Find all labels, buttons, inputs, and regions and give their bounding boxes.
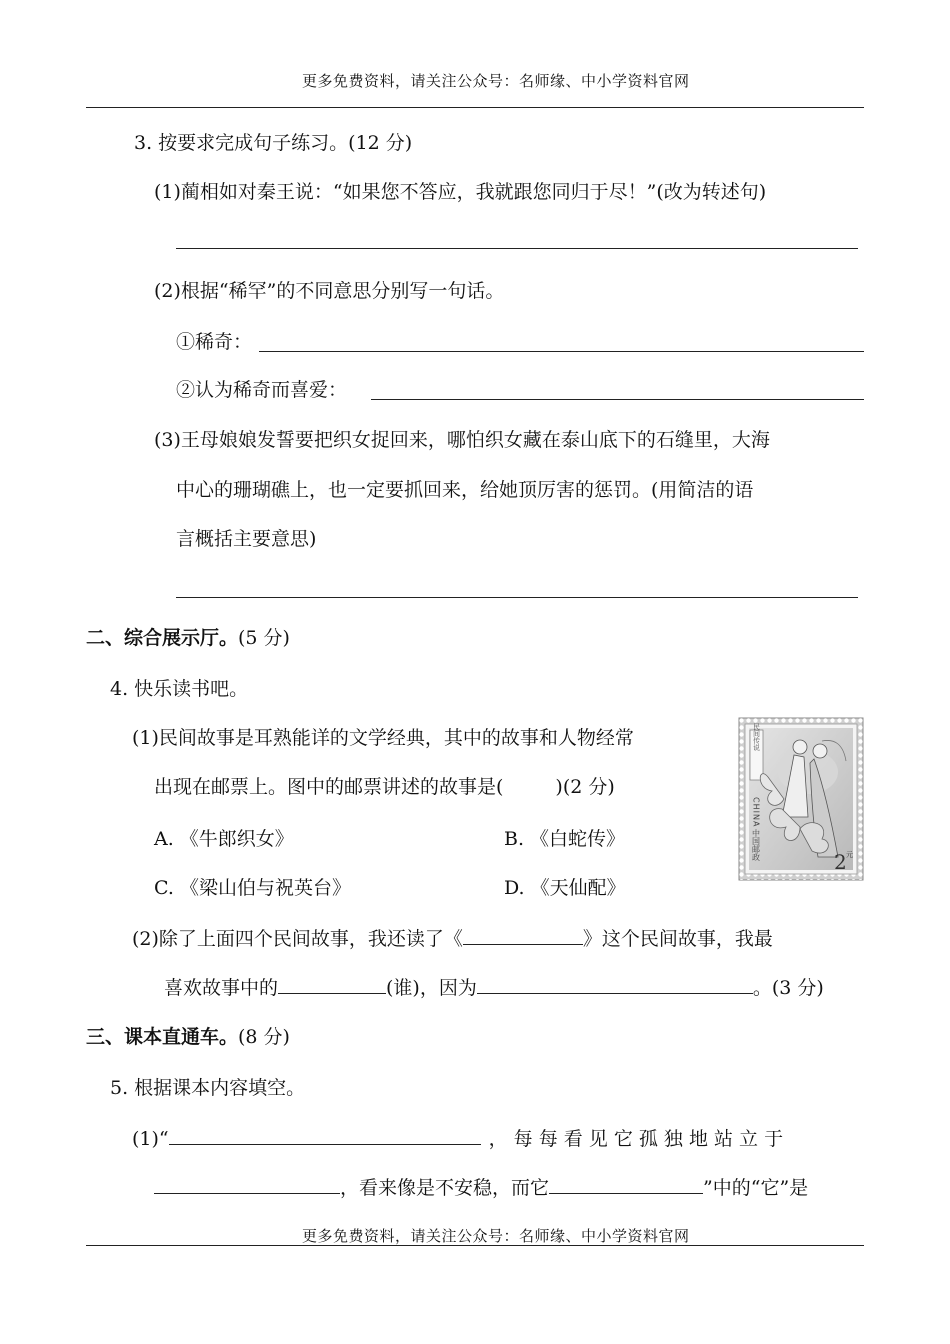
q4-part2-who-label: 喜欢故事中的 (164, 977, 279, 999)
stamp-value-text: 2 (834, 850, 847, 874)
section-2-title: 二、综合展示厅。 (86, 627, 239, 649)
q5-part1-line1 (132, 1126, 783, 1151)
stamp-country-text: CHINA (751, 797, 761, 828)
q4-option-d[interactable]: D. 《天仙配》 (504, 877, 626, 899)
stamp-post-text: 中国邮政 (751, 829, 761, 861)
q3-part2: (2)根据“稀罕”的不同意思分别写一句话。 (154, 280, 505, 302)
q5-title: 5. 根据课本内容填空。 (110, 1077, 306, 1099)
q4-part1-line1: (1)民间故事是耳熟能详的文学经典，其中的故事和人物经常 (132, 727, 634, 749)
q4-part2-line2 (164, 975, 824, 1000)
q3-part1: (1)蔺相如对秦王说：“如果您不答应，我就跟您同归于尽！”(改为转述句) (154, 181, 767, 203)
section-3-heading (86, 1025, 290, 1049)
q3-part2b-label: ②认为稀奇而喜爱： (176, 379, 348, 401)
q4-part2-prompt-cont: 》这个民间故事，我最 (582, 928, 773, 950)
q3-part3-line2: 中心的珊瑚礁上，也一定要抓回来，给她顶厉害的惩罚。(用简洁的语 (176, 479, 754, 501)
q5-part1-open: (1)“ (132, 1128, 169, 1150)
header-rule (86, 107, 864, 108)
q5-part1-text-2: ，看来像是不安稳，而它 (340, 1177, 550, 1199)
q3-part3-answer-line[interactable] (176, 597, 858, 598)
q4-part2-prompt: (2)除了上面四个民间故事，我还读了《 (132, 928, 463, 950)
section-2-heading (86, 626, 290, 650)
q4-part1-prompt: 出现在邮票上。图中的邮票讲述的故事是( (154, 776, 504, 798)
page-header: 更多免费资料，请关注公众号：名师缘、中小学资料官网 (302, 72, 690, 90)
q4-title: 4. 快乐读书吧。 (110, 678, 249, 700)
q5-part1-line2 (154, 1175, 808, 1200)
q4-part2-points: 。(3 分) (752, 977, 824, 999)
q3-part3-line1: (3)王母娘娘发誓要把织女捉回来，哪怕织女藏在泰山底下的石缝里，大海 (154, 429, 770, 451)
q3-part2a-label: ①稀奇： (176, 331, 253, 353)
q5-blank-1[interactable] (169, 1126, 481, 1145)
q3-part3-line3: 言概括主要意思) (176, 528, 317, 550)
q4-part1-line2 (154, 775, 615, 799)
section-3-title: 三、课本直通车。 (86, 1026, 239, 1048)
q3-part1-answer-line[interactable] (176, 248, 858, 249)
q4-favorite-character-blank[interactable] (278, 975, 386, 994)
q5-blank-2[interactable] (154, 1175, 340, 1194)
page-footer: 更多免费资料，请关注公众号：名师缘、中小学资料官网 (302, 1227, 690, 1245)
q3-part2a-answer-line[interactable] (259, 351, 864, 352)
section-3-points: (8 分) (238, 1026, 290, 1048)
q5-part1-text: ， 每 每 看 见 它 孤 独 地 站 立 于 (488, 1128, 784, 1150)
q4-option-b[interactable]: B. 《白蛇传》 (504, 828, 626, 850)
q4-part2-line1 (132, 926, 773, 951)
section-2-points: (5 分) (238, 627, 290, 649)
q4-part2-because-label: (谁)，因为 (386, 977, 477, 999)
stamp-banner-text: 民间传说 (752, 723, 761, 751)
q5-blank-3[interactable] (549, 1175, 703, 1194)
stamp-unit-text: 元 (846, 851, 853, 859)
footer-rule (86, 1245, 864, 1246)
q4-option-a[interactable]: A. 《牛郎织女》 (154, 828, 294, 850)
stamp-image (738, 717, 864, 881)
q4-option-c[interactable]: C. 《梁山伯与祝英台》 (154, 877, 351, 899)
q3-part2b-answer-line[interactable] (371, 399, 864, 400)
q5-part1-text-3: ”中的“它”是 (703, 1177, 809, 1199)
q4-book-title-blank[interactable] (463, 926, 583, 945)
q3-title: 3. 按要求完成句子练习。(12 分) (134, 132, 413, 154)
q4-reason-blank[interactable] (477, 975, 753, 994)
q4-part1-points: )(2 分) (555, 776, 615, 798)
